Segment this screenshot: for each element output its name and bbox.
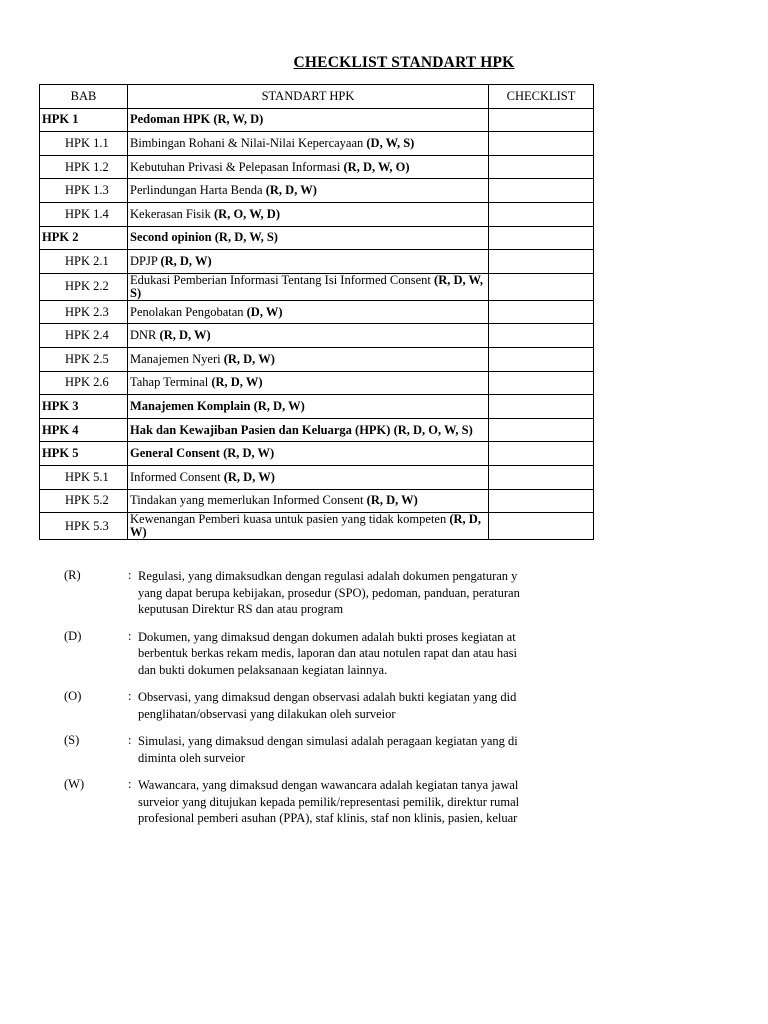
header-bab: BAB <box>40 85 128 109</box>
bab-cell: HPK 3 <box>40 395 128 419</box>
standard-cell <box>128 202 489 226</box>
standard-name: Kebutuhan Privasi & Pelepasan Informasi <box>130 159 341 174</box>
legend-line: Simulasi, yang dimaksud dengan simulasi adalah peragaan kegiatan yang di <box>138 734 518 748</box>
bab-cell: HPK 1.3 <box>40 179 128 203</box>
standard-codes: (R, D, O, W, S) <box>393 422 473 437</box>
standard-cell <box>128 300 489 324</box>
legend-code: (D) <box>64 628 82 643</box>
checklist-cell[interactable] <box>489 202 594 226</box>
standard-cell <box>128 250 489 274</box>
table-row <box>40 371 594 395</box>
legend-line: dan bukti dokumen pelaksanaan kegiatan lainnya. <box>138 662 388 677</box>
bab-cell: HPK 2.6 <box>40 371 128 395</box>
standard-codes: (R, D, W) <box>253 398 305 413</box>
legend-item <box>64 777 592 827</box>
bab-cell: HPK 1.2 <box>40 155 128 179</box>
checklist-cell[interactable] <box>489 179 594 203</box>
table-row <box>40 465 594 489</box>
standard-cell <box>128 371 489 395</box>
standard-codes: (D, W) <box>246 304 283 319</box>
standard-codes: (R, D, W, O) <box>343 159 410 174</box>
bab-cell: HPK 2 <box>40 226 128 250</box>
bab-cell: HPK 1.1 <box>40 132 128 156</box>
standard-codes: (R, O, W, D) <box>214 206 280 221</box>
standard-codes: (R, D, W) <box>211 375 263 390</box>
standard-name: Manajemen Nyeri <box>130 351 221 366</box>
table-header-row <box>40 85 594 109</box>
legend-colon: : <box>128 689 132 703</box>
standard-name: Perlindungan Harta Benda <box>130 183 263 198</box>
legend-colon: : <box>128 568 132 582</box>
checklist-cell[interactable] <box>489 395 594 419</box>
standard-cell <box>128 324 489 348</box>
standard-name: Tahap Terminal <box>130 375 209 390</box>
legend-colon: : <box>128 628 132 643</box>
checklist-cell[interactable] <box>489 108 594 132</box>
checklist-cell[interactable] <box>489 273 594 300</box>
standard-name: Edukasi Pemberian Informasi Tentang Isi Informed Consent <box>130 272 431 287</box>
checklist-cell[interactable] <box>489 513 594 540</box>
checklist-cell[interactable] <box>489 418 594 442</box>
standard-cell <box>128 489 489 513</box>
standard-codes: (R, D, W) <box>265 183 317 198</box>
legend-item <box>64 689 592 722</box>
table-row <box>40 347 594 371</box>
standard-name: Kekerasan Fisik <box>130 206 211 221</box>
bab-cell: HPK 2.4 <box>40 324 128 348</box>
legend-item <box>64 733 592 766</box>
page-title: CHECKLIST STANDART HPK <box>293 54 515 71</box>
bab-cell: HPK 2.2 <box>40 273 128 300</box>
checklist-cell[interactable] <box>489 300 594 324</box>
bab-cell: HPK 4 <box>40 418 128 442</box>
standard-name: Penolakan Pengobatan <box>130 304 244 319</box>
table-body <box>40 108 594 540</box>
table-row <box>40 300 594 324</box>
standard-name: Manajemen Komplain <box>130 398 251 413</box>
checklist-cell[interactable] <box>489 442 594 466</box>
standard-cell <box>128 179 489 203</box>
standard-codes: (R, D, W) <box>366 493 418 508</box>
checklist-cell[interactable] <box>489 226 594 250</box>
standard-name: Tindakan yang memerlukan Informed Consent <box>130 493 364 508</box>
legend-colon: : <box>128 733 132 747</box>
legend <box>64 568 592 838</box>
standard-cell <box>128 108 489 132</box>
bab-cell: HPK 2.1 <box>40 250 128 274</box>
standard-cell <box>128 465 489 489</box>
legend-line: Wawancara, yang dimaksud dengan wawancara adalah kegiatan tanya jawal <box>138 778 519 792</box>
legend-code: (S) <box>64 733 80 747</box>
checklist-cell[interactable] <box>489 324 594 348</box>
standard-name: Hak dan Kewajiban Pasien dan Keluarga (HPK) <box>130 422 391 437</box>
standard-name: Kewenangan Pemberi kuasa untuk pasien yang tidak kompeten <box>130 512 447 527</box>
legend-description <box>138 689 592 722</box>
standard-codes: (R, D, W) <box>160 253 212 268</box>
standard-codes: (R, D, W) <box>159 328 211 343</box>
standard-codes: (R, D, W) <box>130 512 481 540</box>
legend-line: Observasi, yang dimaksud dengan observasi adalah bukti kegiatan yang did <box>138 690 517 704</box>
table-row <box>40 155 594 179</box>
header-checklist: CHECKLIST <box>489 85 594 109</box>
standard-name: Second opinion <box>130 230 212 245</box>
bab-cell: HPK 5.1 <box>40 465 128 489</box>
bab-cell: HPK 5.3 <box>40 513 128 540</box>
checklist-cell[interactable] <box>489 155 594 179</box>
standard-cell <box>128 513 489 540</box>
table-row <box>40 132 594 156</box>
standard-codes: (D, W, S) <box>366 135 415 150</box>
bab-cell: HPK 5 <box>40 442 128 466</box>
standard-name: Pedoman HPK <box>130 112 211 127</box>
standard-cell <box>128 226 489 250</box>
standard-name: DPJP <box>130 253 158 268</box>
table-row <box>40 442 594 466</box>
legend-description <box>138 733 592 766</box>
table-row <box>40 202 594 226</box>
standard-codes: (R, D, W) <box>223 351 275 366</box>
checklist-cell[interactable] <box>489 465 594 489</box>
legend-line: keputusan Direktur RS dan atau program <box>138 602 344 616</box>
checklist-cell[interactable] <box>489 132 594 156</box>
legend-line: Regulasi, yang dimaksudkan dengan regulasi adalah dokumen pengaturan y <box>138 569 518 583</box>
table-row <box>40 418 594 442</box>
table-row <box>40 324 594 348</box>
bab-cell: HPK 5.2 <box>40 489 128 513</box>
bab-cell: HPK 2.5 <box>40 347 128 371</box>
table-row <box>40 395 594 419</box>
header-standart: STANDART HPK <box>128 85 489 109</box>
legend-code: (W) <box>64 777 85 791</box>
checklist-cell[interactable] <box>489 489 594 513</box>
table-row <box>40 226 594 250</box>
standard-codes: (R, D, W) <box>223 446 275 461</box>
table-row <box>40 108 594 132</box>
standard-cell <box>128 273 489 300</box>
legend-line: surveior yang ditujukan kepada pemilik/representasi pemilik, direktur rumal <box>138 794 520 809</box>
bab-cell: HPK 1.4 <box>40 202 128 226</box>
bab-cell: HPK 1 <box>40 108 128 132</box>
legend-line: penglihatan/observasi yang dilakukan oleh surveior <box>138 706 396 721</box>
standard-cell <box>128 347 489 371</box>
standard-cell <box>128 442 489 466</box>
table-row <box>40 250 594 274</box>
legend-line: diminta oleh surveior <box>138 750 245 765</box>
standard-cell <box>128 418 489 442</box>
legend-description <box>138 629 592 679</box>
legend-line: yang dapat berupa kebijakan, prosedur (SPO), pedoman, panduan, peraturan <box>138 585 520 600</box>
standard-cell <box>128 395 489 419</box>
legend-line: profesional pemberi asuhan (PPA), staf klinis, staf non klinis, pasien, keluar <box>138 811 518 825</box>
standard-cell <box>128 155 489 179</box>
standard-codes: (R, W, D) <box>213 112 264 127</box>
standard-codes: (R, D, W) <box>223 469 275 484</box>
bab-cell: HPK 2.3 <box>40 300 128 324</box>
legend-code: (R) <box>64 568 81 582</box>
legend-line: Dokumen, yang dimaksud dengan dokumen adalah bukti proses kegiatan at <box>138 629 516 644</box>
legend-item <box>64 629 592 679</box>
standard-codes: (R, D, W, S) <box>214 230 278 245</box>
checklist-cell[interactable] <box>489 371 594 395</box>
standard-name: Bimbingan Rohani & Nilai-Nilai Kepercayaan <box>130 135 364 150</box>
standard-name: General Consent <box>130 446 220 461</box>
standard-name: Informed Consent <box>130 469 221 484</box>
checklist-cell[interactable] <box>489 250 594 274</box>
standard-codes: (R, D, W, S) <box>130 272 484 300</box>
legend-description <box>138 568 592 618</box>
legend-code: (O) <box>64 689 82 703</box>
legend-item <box>64 568 592 618</box>
table-row <box>40 273 594 300</box>
checklist-cell[interactable] <box>489 347 594 371</box>
legend-line: berbentuk berkas rekam medis, laporan dan atau notulen rapat dan atau hasi <box>138 646 518 660</box>
standard-cell <box>128 132 489 156</box>
table-row <box>40 179 594 203</box>
legend-description <box>138 777 592 827</box>
standard-name: DNR <box>130 328 157 343</box>
table-row <box>40 513 594 540</box>
table-row <box>40 489 594 513</box>
legend-colon: : <box>128 777 132 791</box>
checklist-table <box>39 84 594 540</box>
